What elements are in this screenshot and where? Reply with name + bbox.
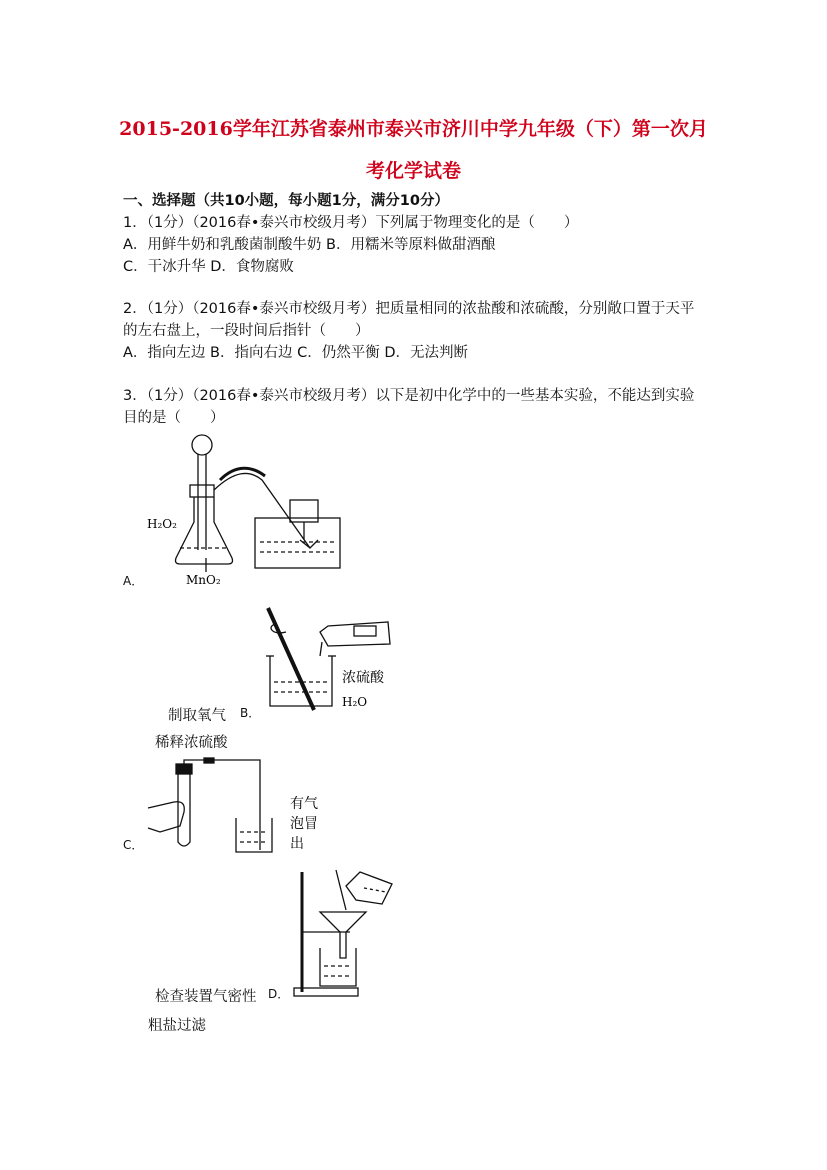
label-bubble-3: 出	[290, 836, 304, 852]
label-concentrated-acid: 浓硫酸	[342, 670, 384, 686]
figure-c-airtightness-check	[140, 758, 340, 858]
q3-option-d-mark: D．	[268, 987, 290, 1001]
figure-a-oxygen-apparatus	[140, 430, 360, 590]
figure-b-dilution	[262, 606, 402, 716]
label-bubble-1: 有气	[290, 796, 318, 812]
q3-option-d-label: 粗盐过滤	[148, 1018, 206, 1034]
label-bubble-2: 泡冒	[290, 816, 318, 832]
q3-stem-line1: 3．（1分）（2016春•泰兴市校级月考）以下是初中化学中的一些基本实验，不能达到实验	[123, 388, 695, 404]
q3-option-b-label: 稀释浓硫酸	[155, 735, 228, 751]
q3-option-a-mark: A．	[123, 574, 144, 588]
q3-option-b-mark: B．	[240, 706, 261, 720]
q3-option-a-label: 制取氧气	[168, 708, 226, 724]
q1-options-cd: C．干冰升华 D．食物腐败	[123, 259, 294, 275]
q3-option-c-label: 检查装置气密性	[155, 989, 257, 1005]
q3-stem-line2: 目的是（ ）	[123, 410, 225, 426]
q2-stem-line2: 的左右盘上，一段时间后指针（ ）	[123, 323, 370, 339]
exam-title-line1: 2015-2016学年江苏省泰州市泰兴市济川中学九年级（下）第一次月	[119, 118, 708, 140]
section-heading: 一、选择题（共10小题，每小题1分，满分10分）	[123, 193, 449, 209]
q1-stem: 1．（1分）（2016春•泰兴市校级月考）下列属于物理变化的是（ ）	[123, 215, 579, 231]
label-h2o: H₂O	[342, 695, 368, 709]
label-h2o2: H₂O₂	[147, 517, 177, 531]
q2-options: A．指向左边 B．指向右边 C．仍然平衡 D．无法判断	[123, 345, 468, 361]
figure-d-filtration	[290, 866, 410, 1001]
q2-stem-line1: 2．（1分）（2016春•泰兴市校级月考）把质量相同的浓盐酸和浓硫酸，分别敞口置于天平	[123, 301, 695, 317]
q3-option-c-mark: C．	[123, 838, 144, 852]
exam-title-line2: 考化学试卷	[365, 160, 461, 182]
label-mno2: MnO₂	[186, 573, 221, 587]
q1-options-ab: A．用鲜牛奶和乳酸菌制酸牛奶 B．用糯米等原料做甜酒酿	[123, 237, 496, 253]
